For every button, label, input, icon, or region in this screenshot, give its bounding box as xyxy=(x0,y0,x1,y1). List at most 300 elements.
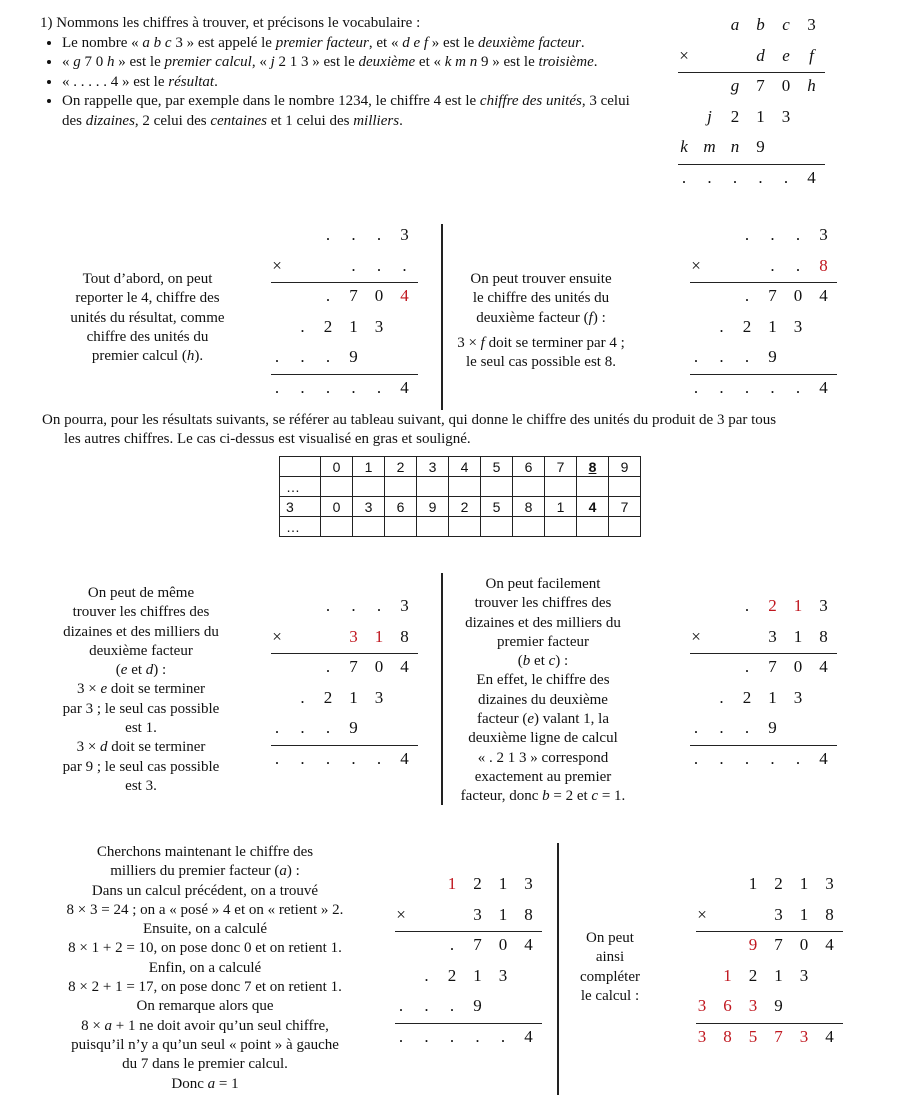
calc-digit: . xyxy=(744,596,750,615)
paragraph-line: est 1. xyxy=(125,720,157,737)
calc-digit: 7 xyxy=(768,286,777,305)
calc-digit: 3 xyxy=(400,596,409,615)
calc-digit: k xyxy=(680,137,688,156)
units-table-cell: … xyxy=(280,477,321,497)
units-table-cell xyxy=(417,477,449,497)
calc-digit: 8 xyxy=(825,904,834,924)
calc-digit: 8 xyxy=(819,626,828,646)
paragraph-line: par 9 ; le seul cas possible xyxy=(62,758,220,775)
calc-digit: 4 xyxy=(400,748,409,768)
calc-rule xyxy=(678,164,825,165)
calc-digit: 0 xyxy=(374,657,384,676)
paragraph-line: dizaines et des milliers du xyxy=(465,614,621,631)
calc-digit: . xyxy=(351,255,356,275)
units-table-cell: 0 xyxy=(321,497,353,517)
calc-digit: . xyxy=(744,657,750,676)
calc-digit: . xyxy=(325,596,331,615)
calc-digit: 2 xyxy=(447,965,457,985)
paragraph-line: 3 × e doit se terminer xyxy=(76,681,206,698)
calc-digit: . xyxy=(376,748,382,768)
calc-digit: . xyxy=(325,748,331,768)
calc-digit: 8 xyxy=(400,626,409,646)
calc-digit: c xyxy=(782,15,790,34)
intro-bullets xyxy=(40,34,640,132)
intro-heading: 1) Nommons les chiffres à trouver, et précisons le vocabulaire : xyxy=(40,15,421,31)
units-table-cell xyxy=(577,477,609,497)
calc-digit: j xyxy=(707,106,712,126)
calc-digit: 7 xyxy=(774,1026,783,1046)
paragraph-line: 8 × a + 1 ne doit avoir qu’un seul chiffre, xyxy=(81,1017,329,1034)
units-table-cell: … xyxy=(280,517,321,537)
calc-digit: 2 xyxy=(748,965,758,985)
times-sign: × xyxy=(679,45,689,65)
calc-rule xyxy=(395,931,542,932)
calc-digit: 3 xyxy=(799,1026,809,1046)
calc-digit: 4 xyxy=(524,1026,533,1046)
calc-digit: . xyxy=(795,377,801,397)
units-table-cell: 8 xyxy=(577,457,609,477)
calc-digit: 4 xyxy=(807,167,816,187)
calc-digit: 9 xyxy=(473,996,482,1015)
table-intro-sentence xyxy=(42,411,872,449)
calc-digit: . xyxy=(398,996,404,1015)
calc-digit: . xyxy=(770,377,775,397)
calc-digit: . xyxy=(707,167,712,187)
calc-digit: 1 xyxy=(793,596,803,615)
calc-digit: 3 xyxy=(524,874,533,893)
calc-digit: . xyxy=(325,225,331,244)
calc-digit: . xyxy=(758,167,763,187)
calc-digit: 8 xyxy=(524,904,533,924)
calc-digit: . xyxy=(719,316,724,336)
units-table-cell: 5 xyxy=(481,457,513,477)
calc-digit: 1 xyxy=(498,874,508,893)
calc-digit: 8 xyxy=(723,1026,732,1046)
sentence-line-2: les autres chiffres. Le cas ci-dessus est visualisé en gras et souligné. xyxy=(64,431,471,447)
units-table-cell: 1 xyxy=(545,497,577,517)
calc-digit: 0 xyxy=(374,286,384,305)
calc-digit: . xyxy=(424,996,429,1015)
calc-digit: 9 xyxy=(768,347,777,366)
calc-digit: 6 xyxy=(723,996,732,1015)
units-table-row xyxy=(280,477,641,497)
paragraph-line: trouver les chiffres des xyxy=(72,604,210,621)
intro-section xyxy=(40,14,640,131)
paragraph-final xyxy=(565,929,655,1006)
units-table xyxy=(279,456,641,537)
units-table-cell xyxy=(545,517,577,537)
calc-digit: h xyxy=(807,76,816,95)
calc-digit: 3 xyxy=(825,874,834,893)
paragraph-line: Cherchons maintenant le chiffre des xyxy=(96,844,314,860)
paragraph-line: On peut xyxy=(586,930,634,946)
units-table-cell: 3 xyxy=(280,497,321,517)
paragraph-line: (b et c) : xyxy=(517,653,569,670)
units-table-cell xyxy=(449,477,481,497)
calc-digit: 4 xyxy=(400,657,409,676)
units-table-cell xyxy=(385,517,417,537)
paragraph-line: Ensuite, on a calculé xyxy=(142,921,268,938)
calc-digit: . xyxy=(376,596,382,615)
calc-digit: . xyxy=(795,255,801,275)
calc-digit: . xyxy=(376,225,382,244)
units-table-cell: 1 xyxy=(353,457,385,477)
calc-digit: . xyxy=(693,748,699,768)
divider-3 xyxy=(557,843,559,1095)
calc-digit: . xyxy=(693,718,699,737)
intro-bullet: • Le nombre « a b c 3 » est appelé le premier facteur, et « d e f » est le deuxième facteur. xyxy=(62,34,640,54)
calc-digit: . xyxy=(719,347,724,366)
units-table-cell xyxy=(513,477,545,497)
calc-rule xyxy=(395,1023,542,1024)
calc-digit: 3 xyxy=(799,965,809,985)
calc-digit: d xyxy=(756,45,765,65)
calc-digit: 3 xyxy=(374,687,384,707)
calc-digit: 2 xyxy=(323,687,333,707)
units-table-cell xyxy=(609,517,641,537)
units-table-cell: 4 xyxy=(577,497,609,517)
units-table-cell xyxy=(609,477,641,497)
calc-digit: . xyxy=(449,996,455,1015)
times-sign: × xyxy=(272,626,282,646)
units-table-row xyxy=(280,517,641,537)
paragraph-step-2 xyxy=(441,270,641,372)
units-table-cell: 6 xyxy=(385,497,417,517)
calc-digit: . xyxy=(376,255,382,275)
paragraph-line: 8 × 1 + 2 = 10, on pose donc 0 et on retient 1. xyxy=(68,940,342,957)
calc-digit: . xyxy=(351,377,356,397)
calc-digit: . xyxy=(424,1026,429,1046)
calc-digit: 3 xyxy=(768,626,777,646)
calc-digit: . xyxy=(398,1026,404,1046)
calc-digit: . xyxy=(770,255,775,275)
calc-digit: . xyxy=(325,657,331,676)
calc-digit: 2 xyxy=(323,316,333,336)
units-table-cell xyxy=(513,517,545,537)
calc-digit: 3 xyxy=(807,15,816,34)
calc-digit: m xyxy=(703,137,716,156)
calc-digit: 0 xyxy=(781,76,791,95)
calc-digit: 5 xyxy=(748,1026,758,1046)
units-table-cell xyxy=(417,517,449,537)
units-table-cell: 5 xyxy=(481,497,513,517)
calc-rule xyxy=(690,745,837,746)
calc-digit: 4 xyxy=(825,1026,834,1046)
calc-digit: . xyxy=(300,748,305,768)
units-table-cell xyxy=(280,457,321,477)
calc-digit: . xyxy=(274,748,280,768)
calc-digit: . xyxy=(449,1026,455,1046)
units-table-cell: 0 xyxy=(321,457,353,477)
units-table-cell xyxy=(481,517,513,537)
intro-bullet: • « g 7 0 h » est le premier calcul, « j 2 1 3 » est le deuxième et « k m n 9 » est le troisième. xyxy=(62,53,640,73)
calc-digit: . xyxy=(681,167,687,187)
calc-digit: 4 xyxy=(819,377,828,397)
paragraph-line: dizaines du deuxième xyxy=(478,691,608,708)
calc-digit: . xyxy=(693,377,699,397)
calc-rule xyxy=(690,282,837,283)
paragraph-line: 8 × 3 = 24 ; on a « posé » 4 et on « retient » 2. xyxy=(66,901,344,918)
calc-digit: 9 xyxy=(756,137,765,156)
calc-digit: . xyxy=(351,225,356,244)
calc-digit: . xyxy=(300,347,305,366)
calc-digit: 1 xyxy=(473,965,482,985)
units-table-cell: 9 xyxy=(609,457,641,477)
paragraph-line: deuxième facteur (f) : xyxy=(476,309,606,326)
calc-digit: 7 xyxy=(774,935,783,954)
calc-digit: 4 xyxy=(819,657,828,676)
calc-digit: 1 xyxy=(756,106,765,126)
calc-digit: 1 xyxy=(374,626,384,646)
paragraph-line: compléter xyxy=(580,968,640,985)
calc-digit: 3 xyxy=(349,626,358,646)
calc-digit: 4 xyxy=(400,286,409,305)
calc-digit: . xyxy=(719,377,724,397)
paragraph-step-3 xyxy=(36,584,246,796)
calc-digit: 7 xyxy=(349,657,358,676)
paragraph-line: facteur, donc b = 2 et c = 1. xyxy=(460,788,626,805)
calc-digit: . xyxy=(300,687,305,707)
calc-digit: . xyxy=(719,718,724,737)
calc-digit: 9 xyxy=(349,718,358,737)
calc-digit: 8 xyxy=(819,255,828,275)
paragraph-line: (e et d) : xyxy=(115,662,167,679)
units-table-cell: 3 xyxy=(417,457,449,477)
calc-rule xyxy=(271,745,418,746)
calc-digit: 0 xyxy=(793,286,803,305)
times-sign: × xyxy=(396,904,406,924)
paragraph-line: 3 × f doit se terminer par 4 ; xyxy=(457,334,625,351)
paragraph-line: le calcul : xyxy=(580,987,640,1004)
calc-digit: 3 xyxy=(793,316,803,336)
calc-rule xyxy=(271,374,418,375)
calc-digit: g xyxy=(730,76,740,95)
calc-digit: 2 xyxy=(774,874,783,893)
calc-digit: b xyxy=(756,15,765,34)
calc-digit: . xyxy=(449,935,455,954)
units-table-row xyxy=(280,497,641,517)
calc-digit: 9 xyxy=(774,996,783,1015)
paragraph-line: le seul cas possible est 8. xyxy=(466,354,616,371)
calc-digit: 1 xyxy=(799,904,809,924)
times-sign: × xyxy=(697,904,707,924)
calc-digit: 1 xyxy=(793,626,803,646)
calc-digit: 2 xyxy=(730,106,740,126)
calc-digit: 3 xyxy=(697,1026,707,1046)
paragraph-line: unités du résultat, comme xyxy=(70,309,225,326)
calc-digit: . xyxy=(424,965,429,985)
units-table-cell: 7 xyxy=(545,457,577,477)
calc-rule xyxy=(271,282,418,283)
calc-digit: . xyxy=(475,1026,480,1046)
paragraph-line: On peut trouver ensuite xyxy=(470,271,612,287)
calc-digit: . xyxy=(770,225,775,244)
units-table-cell xyxy=(577,517,609,537)
calc-rule xyxy=(696,1023,843,1024)
calc-digit: 3 xyxy=(819,596,828,615)
calc-digit: 2 xyxy=(742,316,752,336)
paragraph-line: puisqu’il n’y a qu’un seul « point » à gauche xyxy=(71,1036,339,1053)
calc-digit: 1 xyxy=(349,316,358,336)
calc-digit: 1 xyxy=(768,316,777,336)
paragraph-line: On remarque alors que xyxy=(136,998,274,1015)
units-table-cell: 2 xyxy=(385,457,417,477)
calc-digit: . xyxy=(300,377,305,397)
calc-digit: f xyxy=(809,45,814,65)
intro-bullet: • On rappelle que, par exemple dans le nombre 1234, le chiffre 4 est le chiffre des unités, 3 celui des dizaines, 2 celui des centaines et 1 celui des milliers. xyxy=(62,92,640,131)
calc-digit: 3 xyxy=(819,225,828,244)
calc-digit: 1 xyxy=(723,965,732,985)
calc-digit: 1 xyxy=(768,687,777,707)
calc-digit: 2 xyxy=(768,596,777,615)
calc-rule xyxy=(696,931,843,932)
calc-digit: . xyxy=(795,225,801,244)
calc-digit: . xyxy=(376,377,382,397)
calc-digit: 7 xyxy=(349,286,358,305)
paragraph-line: exactement au premier xyxy=(474,768,612,785)
calc-digit: 3 xyxy=(781,106,791,126)
calc-digit: 4 xyxy=(400,377,409,397)
calc-digit: 1 xyxy=(748,874,758,893)
units-table-cell: 2 xyxy=(449,497,481,517)
units-table-cell: 4 xyxy=(449,457,481,477)
calc-digit: . xyxy=(500,1026,506,1046)
calc-digit: 7 xyxy=(756,76,765,95)
calc-digit: 7 xyxy=(768,657,777,676)
paragraph-line: par 3 ; le seul cas possible xyxy=(62,700,220,717)
calc-digit: . xyxy=(274,347,280,366)
paragraph-step-5 xyxy=(40,843,370,1094)
paragraph-line: On peut facilement xyxy=(485,576,601,592)
calc-digit: . xyxy=(744,377,750,397)
calc-digit: 1 xyxy=(774,965,783,985)
calc-digit: 0 xyxy=(799,935,809,954)
times-sign: × xyxy=(691,626,701,646)
calc-rule xyxy=(690,374,837,375)
calc-digit: . xyxy=(325,718,331,737)
calc-digit: . xyxy=(770,748,775,768)
calc-digit: 4 xyxy=(825,935,834,954)
sentence-line-1: On pourra, pour les résultats suivants, se référer au tableau suivant, qui donne le chiffre des unités du produit de 3 par tous xyxy=(42,412,777,428)
paragraph-line: est 3. xyxy=(125,777,157,794)
units-table-cell xyxy=(321,517,353,537)
paragraph-line: En effet, le chiffre des xyxy=(476,672,610,689)
calc-digit: . xyxy=(719,748,724,768)
calc-digit: 9 xyxy=(768,718,777,737)
paragraph-line: 8 × 2 + 1 = 17, on pose donc 7 et on retient 1. xyxy=(68,979,342,996)
paragraph-line: dizaines et des milliers du xyxy=(63,623,219,640)
calc-digit: 3 xyxy=(374,316,384,336)
calc-digit: . xyxy=(783,167,789,187)
calc-digit: . xyxy=(351,596,356,615)
calc-digit: . xyxy=(795,748,801,768)
paragraph-line: Donc a = 1 xyxy=(171,1075,239,1092)
paragraph-line: Dans un calcul précédent, on a trouvé xyxy=(91,882,319,899)
calc-digit: . xyxy=(719,687,724,707)
calc-digit: . xyxy=(300,718,305,737)
units-table-cell xyxy=(449,517,481,537)
paragraph-line: facteur (e) valant 1, la xyxy=(476,711,610,728)
paragraph-line: trouver les chiffres des xyxy=(474,595,612,612)
calc-digit: . xyxy=(325,377,331,397)
units-table-cell xyxy=(545,477,577,497)
units-table-cell xyxy=(353,477,385,497)
calc-digit: 3 xyxy=(793,687,803,707)
calc-digit: 1 xyxy=(349,687,358,707)
units-table-cell: 3 xyxy=(353,497,385,517)
calc-digit: 2 xyxy=(473,874,482,893)
paragraph-line: Tout d’abord, on peut xyxy=(82,271,213,287)
calc-digit: 3 xyxy=(473,904,482,924)
paragraph-line: chiffre des unités du xyxy=(86,328,209,345)
paragraph-line: « . 2 1 3 » correspond xyxy=(477,749,609,766)
times-sign: × xyxy=(691,255,701,275)
calc-digit: 7 xyxy=(473,935,482,954)
calc-digit: . xyxy=(325,286,331,305)
calc-digit: 4 xyxy=(524,935,533,954)
calc-digit: . xyxy=(274,377,280,397)
paragraph-line: le chiffre des unités du xyxy=(472,290,610,307)
calc-digit: 9 xyxy=(349,347,358,366)
paragraph-step-1 xyxy=(50,270,245,366)
calc-digit: . xyxy=(744,347,750,366)
calc-digit: 4 xyxy=(819,286,828,305)
times-sign: × xyxy=(272,255,282,275)
paragraph-line: reporter le 4, chiffre des xyxy=(75,290,220,307)
calc-digit: 3 xyxy=(774,904,783,924)
calc-digit: 9 xyxy=(748,935,758,954)
calc-digit: 1 xyxy=(447,874,457,893)
calc-digit: 3 xyxy=(697,996,707,1015)
paragraph-line: premier facteur xyxy=(496,633,590,650)
calc-digit: . xyxy=(732,167,738,187)
units-table-cell: 6 xyxy=(513,457,545,477)
intro-bullet: • « . . . . . 4 » est le résultat. xyxy=(62,73,640,93)
paragraph-line: milliers du premier facteur (a) : xyxy=(110,863,300,880)
calc-digit: 0 xyxy=(498,935,508,954)
calc-digit: 4 xyxy=(819,748,828,768)
paragraph-line: ainsi xyxy=(595,949,625,966)
units-table-cell xyxy=(481,477,513,497)
calc-digit: . xyxy=(744,748,750,768)
calc-digit: . xyxy=(744,225,750,244)
calc-digit: 1 xyxy=(799,874,809,893)
paragraph-line: Enfin, on a calculé xyxy=(148,959,262,976)
calc-digit: 0 xyxy=(793,657,803,676)
paragraph-step-4 xyxy=(443,575,643,807)
units-table-cell: 8 xyxy=(513,497,545,517)
calc-rule xyxy=(271,653,418,654)
units-table-cell xyxy=(353,517,385,537)
calc-digit: . xyxy=(744,718,750,737)
calc-digit: . xyxy=(693,347,699,366)
calc-digit: . xyxy=(274,718,280,737)
calc-digit: 3 xyxy=(498,965,508,985)
calc-digit: . xyxy=(300,316,305,336)
calc-digit: . xyxy=(351,748,356,768)
calc-digit: 3 xyxy=(400,225,409,244)
paragraph-line: du 7 dans le premier calcul. xyxy=(122,1056,288,1073)
paragraph-line: 3 × d doit se terminer xyxy=(76,739,206,756)
units-table-row xyxy=(280,457,641,477)
units-table-cell xyxy=(321,477,353,497)
calc-digit: 1 xyxy=(498,904,508,924)
paragraph-line: premier calcul (h). xyxy=(91,348,204,365)
calc-digit: e xyxy=(782,45,790,65)
paragraph-line: deuxième ligne de calcul xyxy=(468,730,618,747)
calc-digit: . xyxy=(402,255,407,275)
calc-rule xyxy=(690,653,837,654)
